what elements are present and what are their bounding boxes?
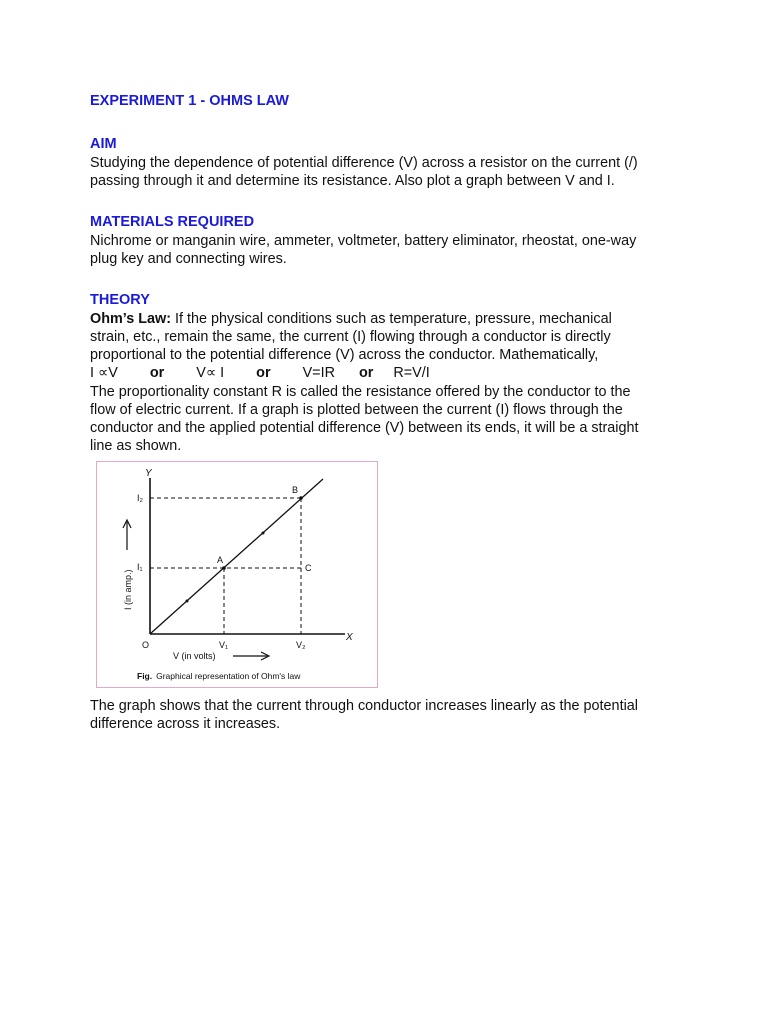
theory-paragraph xyxy=(90,310,680,364)
materials-line-1: Nichrome or manganin wire, ammeter, voltmeter, battery eliminator, rheostat, one-way xyxy=(90,233,637,249)
theory-line-3: proportional to the potential difference (V) across the conductor. Mathematically, xyxy=(90,347,599,363)
ohms-law-line xyxy=(150,479,323,634)
mid-dot-1 xyxy=(186,600,189,603)
materials-line-2: plug key and connecting wires. xyxy=(90,251,287,267)
y-axis-label: I (in amp.) xyxy=(123,569,133,610)
i2-label: I₂ xyxy=(137,493,143,503)
i1-label: I₁ xyxy=(137,562,143,572)
figure-caption xyxy=(137,671,301,681)
formula-1: I ∝V xyxy=(90,365,118,381)
prop-line-2: flow of electric current. If a graph is plotted between the current (I) flows through the xyxy=(90,402,623,418)
materials-heading: MATERIALS REQUIRED xyxy=(90,214,255,230)
prop-line-1: The proportionality constant R is called the resistance offered by the conductor to the xyxy=(90,384,631,400)
mid-dot-2 xyxy=(262,532,265,535)
caption-text: Graphical representation of Ohm's law xyxy=(156,671,301,681)
formula-or-3: or xyxy=(358,365,374,381)
y-axis-letter: Y xyxy=(145,468,152,479)
proportionality-paragraph xyxy=(90,383,680,455)
formula-row xyxy=(90,364,430,382)
x-axis-label: V (in volts) xyxy=(173,651,216,661)
aim-line-1: Studying the dependence of potential difference (V) across a resistor on the current (/) xyxy=(90,155,638,171)
formula-or-1: or xyxy=(149,365,165,381)
conclusion-line-2: difference across it increases. xyxy=(90,716,281,732)
origin-label: O xyxy=(142,640,150,650)
v1-label: V₁ xyxy=(219,640,229,650)
aim-line-2: passing through it and determine its resistance. Also plot a graph between V and I. xyxy=(90,173,615,189)
caption-prefix: Fig. xyxy=(137,671,153,681)
point-b-dot xyxy=(299,496,303,500)
theory-line-2: strain, etc., remain the same, the current (I) flowing through a conductor is directly xyxy=(90,329,611,345)
experiment-title: EXPERIMENT 1 - OHMS LAW xyxy=(90,93,289,109)
point-c-label: C xyxy=(305,563,312,573)
v2-label: V₂ xyxy=(296,640,306,650)
point-a-label: A xyxy=(217,555,224,565)
prop-line-3: conductor and the applied potential difference (V) between its ends, it will be a straight xyxy=(90,420,639,436)
formula-or-2: or xyxy=(256,365,271,381)
point-b-label: B xyxy=(292,485,299,495)
theory-heading: THEORY xyxy=(90,292,150,308)
ohms-law-graph xyxy=(97,462,377,687)
formula-3: V=IR xyxy=(302,365,335,381)
x-axis-letter: X xyxy=(346,632,353,643)
materials-paragraph xyxy=(90,232,680,268)
ohms-law-figure xyxy=(96,461,378,688)
point-a-dot xyxy=(222,566,226,570)
aim-paragraph xyxy=(90,154,680,190)
theory-line-1: If the physical conditions such as temperature, pressure, mechanical xyxy=(171,311,612,327)
prop-line-4: line as shown. xyxy=(90,438,182,454)
ohms-law-label: Ohm’s Law: xyxy=(90,311,172,327)
conclusion-line-1: The graph shows that the current through conductor increases linearly as the potential xyxy=(90,698,638,714)
conclusion-paragraph xyxy=(90,697,680,733)
aim-heading: AIM xyxy=(90,136,117,152)
formula-2: V∝ I xyxy=(196,365,225,381)
formula-4: R=V/I xyxy=(393,365,430,381)
